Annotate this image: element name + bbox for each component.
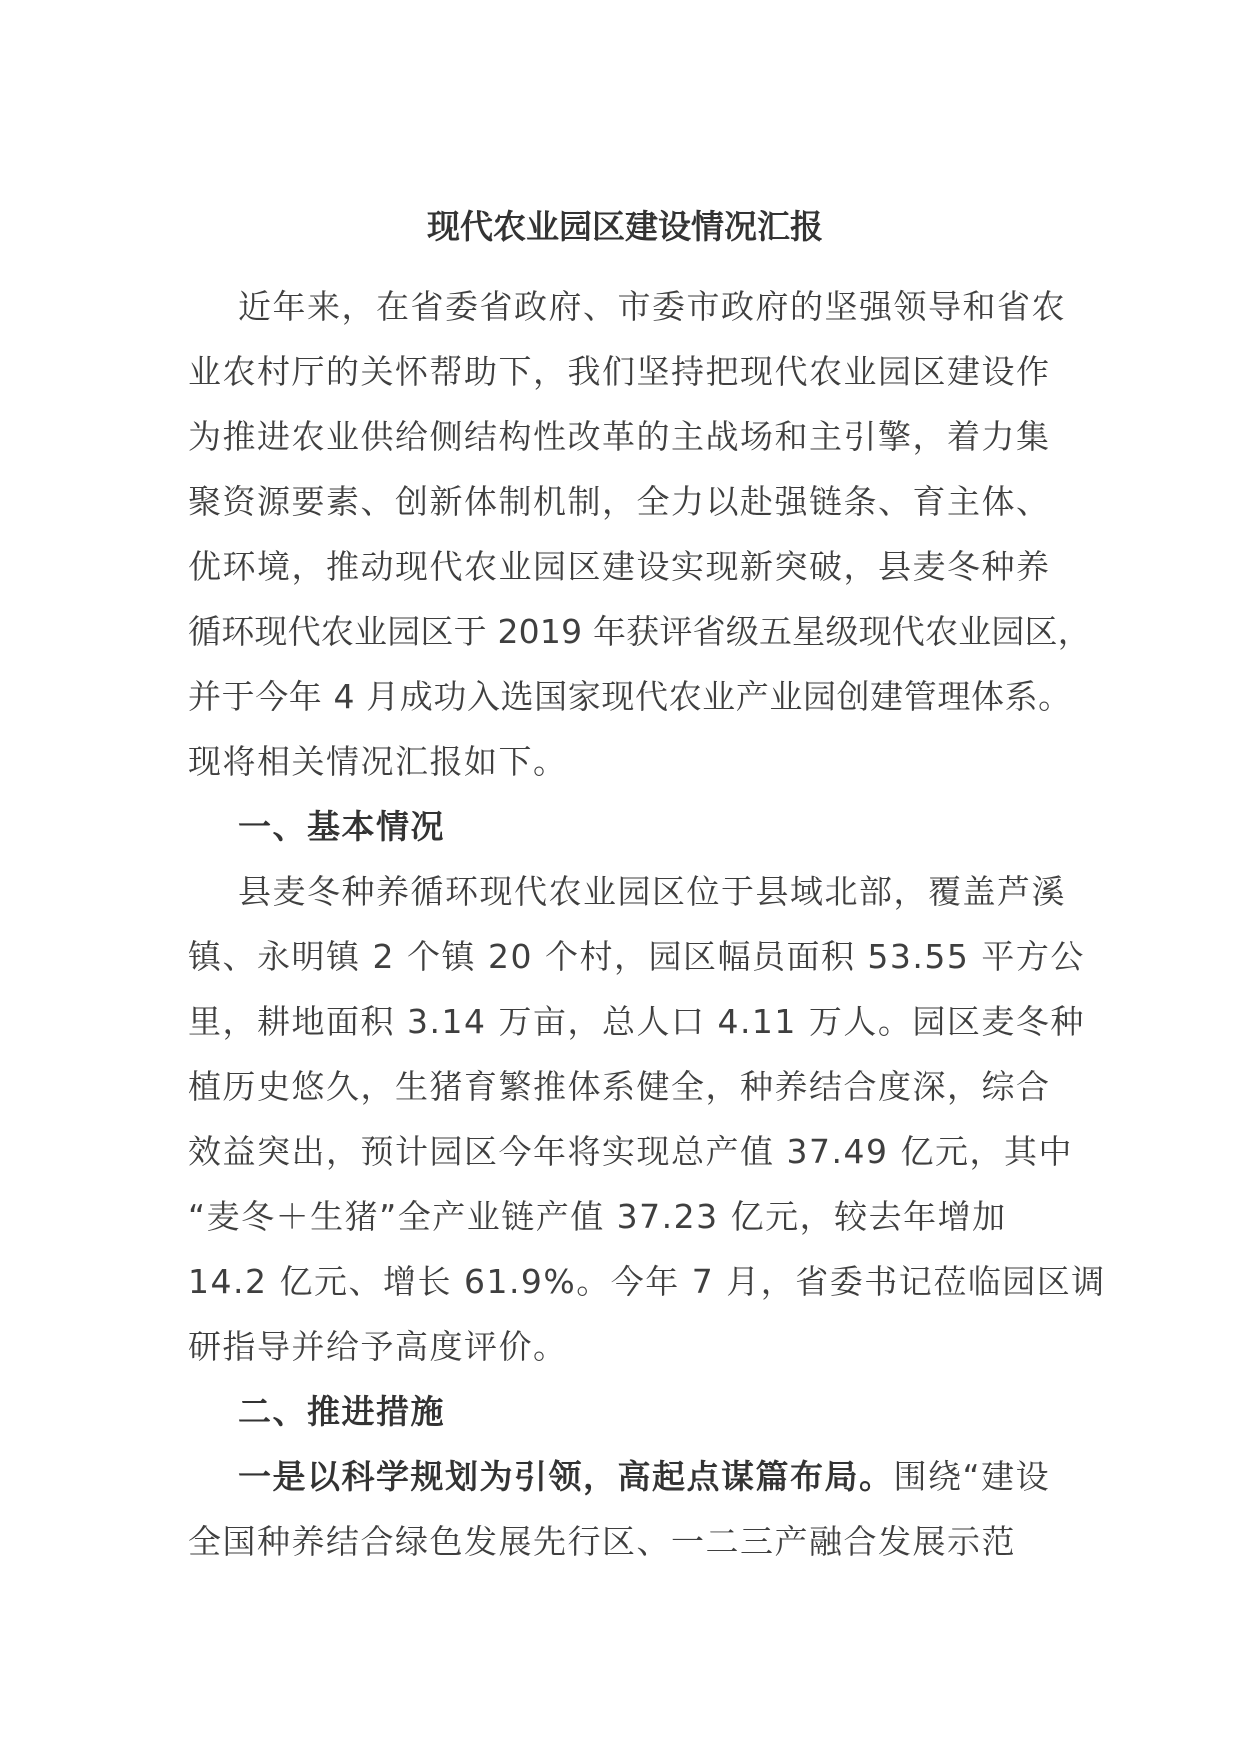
paragraph-line: 县麦冬种养循环现代农业园区位于县域北部，覆盖芦溪 (238, 872, 1066, 911)
paragraph-line: 现将相关情况汇报如下。 (188, 742, 568, 781)
paragraph-line: 优环境，推动现代农业园区建设实现新突破，县麦冬种养 (188, 547, 1051, 586)
paragraph-line: 14.2 亿元、增长 61.9%。今年 7 月，省委书记莅临园区调 (188, 1262, 1106, 1301)
intro-paragraph (188, 274, 1091, 794)
section-heading-basic: 一、基本情况 (238, 807, 445, 846)
measures-paragraph (188, 1444, 1068, 1574)
basic-paragraph (188, 859, 1106, 1379)
paragraph-line: 研指导并给予高度评价。 (188, 1327, 568, 1366)
document-title: 现代农业园区建设情况汇报 (427, 207, 823, 246)
point-text: 围绕“建设 (893, 1457, 1051, 1496)
paragraph-line: 并于今年 4 月成功入选国家现代农业产业园创建管理体系。 (188, 677, 1072, 716)
paragraph-line: 近年来，在省委省政府、市委市政府的坚强领导和省农 (238, 287, 1066, 326)
paragraph-line (188, 1444, 1068, 1509)
document-body (188, 274, 1106, 1574)
paragraph-line: 聚资源要素、创新体制机制，全力以赴强链条、育主体、 (188, 482, 1051, 521)
paragraph-line: 为推进农业供给侧结构性改革的主战场和主引擎，着力集 (188, 417, 1051, 456)
section-heading-measures: 二、推进措施 (238, 1392, 445, 1431)
paragraph-line: 里，耕地面积 3.14 万亩，总人口 4.11 万人。园区麦冬种 (188, 1002, 1085, 1041)
paragraph-line: 业农村厅的关怀帮助下，我们坚持把现代农业园区建设作 (188, 352, 1051, 391)
paragraph-line: 全国种养结合绿色发展先行区、一二三产融合发展示范 (188, 1522, 1016, 1561)
paragraph-line: “麦冬＋生猪”全产业链产值 37.23 亿元，较去年增加 (188, 1197, 1007, 1236)
paragraph-line: 效益突出，预计园区今年将实现总产值 37.49 亿元，其中 (188, 1132, 1073, 1171)
paragraph-line: 植历史悠久，生猪育繁推体系健全，种养结合度深，综合 (188, 1067, 1051, 1106)
paragraph-line: 镇、永明镇 2 个镇 20 个村，园区幅员面积 53.55 平方公 (188, 937, 1085, 976)
paragraph-line: 循环现代农业园区于 2019 年获评省级五星级现代农业园区， (188, 612, 1091, 651)
point-heading: 一是以科学规划为引领，高起点谋篇布局。 (238, 1457, 894, 1496)
